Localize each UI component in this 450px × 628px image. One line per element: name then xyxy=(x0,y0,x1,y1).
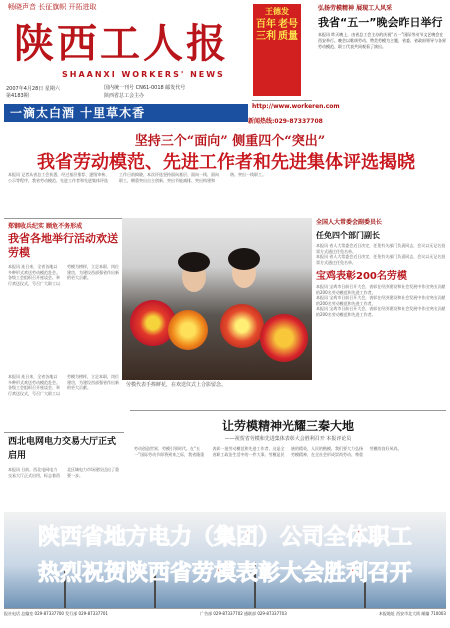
ad-words xyxy=(256,19,298,31)
divider xyxy=(4,218,124,219)
issue-info xyxy=(104,84,254,100)
masthead-english: SHAANXI WORKERS' NEWS xyxy=(62,70,225,79)
story2-text: 本报讯 日前，西北电网电力交易大厅正式启用，标志着西北区域电力市场建设迈出了重要一步。 xyxy=(8,467,119,478)
right-text-2: 本报讯 宝鸡市日前召开大会，表彰在经济建设和社会发展中作出突出贡献的200名劳动模范和先进工作者。 xyxy=(316,295,446,306)
right-text-1: 本报讯 省人大常委会近日决定，任免有关部门负责同志，会议以无记名投票方式通过任免名单。 xyxy=(316,243,446,254)
issue-line: 陕西省总工会主办 xyxy=(104,93,145,99)
footer-contact: 报社电话 总编室 029-87337700 发行部 029-87337701 xyxy=(4,611,108,616)
promo-band: 一滴太白酒 十里草木香 xyxy=(4,104,248,122)
divider xyxy=(4,432,124,433)
ad-words xyxy=(256,31,298,43)
right-kicker: 全国人大常委会副委员长 xyxy=(316,219,383,226)
flower-bouquet xyxy=(220,304,264,348)
news-hotline: 新闻热线:029-87337708 xyxy=(248,118,323,125)
page-footer xyxy=(4,608,446,626)
right-headline-2[interactable]: 宝鸡表彰200名劳模 xyxy=(316,271,407,282)
flower-bouquet xyxy=(168,310,208,350)
commentary-subhead: ——祝贺省劳模和先进集体表彰大会胜利召开 本报评论员 xyxy=(224,436,352,442)
footer-contact: 广告部 029-87337702 通联部 029-87337703 xyxy=(200,611,287,616)
sidebar-headline[interactable]: 我省各地举行活动欢送劳模 xyxy=(8,232,118,259)
commentary-box xyxy=(130,410,446,508)
footer-address: 本报地址 西安市北大街 邮编 710003 xyxy=(378,611,446,616)
photo-caption: 劳模代表手捧鲜花，在欢送仪式上合影留念。 xyxy=(126,382,227,388)
issue-line: 国内统一刊号 CN61-0018 邮发代号 xyxy=(104,85,186,91)
story-kicker: 弘扬劳模精神 展现工人风采 xyxy=(318,5,393,12)
lead-text: 本报讯 记者从省总工会获悉，经过基层推荐、逐级审核、公示等程序，我省劳动模范、先进工作者和先进集体评选工作日前揭晓。本次评选坚持面向基层、面向一线、面向职工，侧重突出自主创新、突出节能减排、突出构建和谐、突出一线职工。 xyxy=(8,172,266,183)
banner-line-1: 陕西省地方电力（集团）公司全体职工 xyxy=(37,524,412,550)
lead-photo xyxy=(122,218,312,380)
ad-word: 质量 xyxy=(278,31,298,42)
top-right-story xyxy=(318,4,446,132)
story-text: 本报讯 昨天晚上，由省总工会主办的庆祝“五一”国际劳动节文艺晚会在西安举行。晚会以歌颂劳动、赞美劳模为主题，省委、省政府领导与各界劳动模范、职工代表共同观看了演出。 xyxy=(318,32,446,49)
right-text-2: 本报讯 宝鸡市日前召开大会，表彰在经济建设和社会发展中作出突出贡献的200名劳动模范和先进工作者。 xyxy=(316,306,446,317)
sidebar-kicker: 郑钢收兵纪实 顾危不务形成 xyxy=(8,223,83,230)
header-advertisement xyxy=(253,4,301,96)
issue-date: 2007年4月28日 星期六 第4183期 xyxy=(6,86,60,99)
lead-kicker: 坚持三个“面向” 侧重四个“突出” xyxy=(134,134,326,149)
flower-bouquet xyxy=(260,314,308,362)
story2-headline[interactable]: 西北电网电力交易大厅正式启用 xyxy=(8,437,117,461)
banner-line-2: 热烈祝贺陕西省劳模表彰大会胜利召开 xyxy=(37,560,412,586)
commentary-headline[interactable]: 让劳模精神光耀三秦大地 xyxy=(221,419,354,433)
person-hair xyxy=(228,248,260,270)
ad-word: 三利 xyxy=(256,31,276,42)
person-hair xyxy=(178,252,210,272)
congratulation-banner xyxy=(4,512,446,608)
divider xyxy=(130,410,446,411)
lead-headline[interactable]: 我省劳动模范、先进工作者和先进集体评选揭晓 xyxy=(37,152,415,173)
right-headline-1[interactable]: 任免四个部门副长 xyxy=(316,231,380,240)
ad-word: 百年 xyxy=(256,19,276,30)
ad-title: 王德发 xyxy=(265,7,289,16)
ad-word: 老号 xyxy=(278,19,298,30)
masthead-slogan: 畅晓声音 长征旗帜 开拓进取 xyxy=(8,3,97,11)
website-link[interactable]: http://www.workeren.com xyxy=(252,100,312,114)
right-column xyxy=(316,218,446,394)
right-text-2: 本报讯 宝鸡市日前召开大会，表彰在经济建设和社会发展中作出突出贡献的200名劳动模范和先进工作者。 xyxy=(316,284,446,295)
story-headline[interactable]: 我省“五一”晚会昨日举行 xyxy=(318,16,443,29)
commentary-text: 劳动创造世界，劳模引领时代。在“五一”国际劳动节即将到来之际，我省隆重表彰一批劳动模范和先进工作者，这是全省职工政治生活中的一件大事。劳模是民族的精英、人民的楷模，我们要大力弘扬劳模精神，在全社会形成崇尚劳动、尊重劳模的良好风尚。 xyxy=(134,446,402,457)
right-text-1: 本报讯 省人大常委会近日决定，任免有关部门负责同志，会议以无记名投票方式通过任免名单。 xyxy=(316,254,446,265)
sidebar-text: 本报讯 连日来，全省各地以多种形式欢送劳动模范赴会。各级工会组织召开座谈会、举行欢送仪式，号召广大职工以劳模为榜样，立足本职，岗位建功，为建设西部强省作出新的更大贡献。 xyxy=(8,264,119,286)
masthead-title: 陕西工人报 xyxy=(14,20,229,67)
sidebar-text: 本报讯 连日来，全省各地以多种形式欢送劳动模范赴会。各级工会组织召开座谈会、举行欢送仪式，号召广大职工以劳模为榜样，立足本职，岗位建功，为建设西部强省作出新的更大贡献。 xyxy=(8,374,119,396)
